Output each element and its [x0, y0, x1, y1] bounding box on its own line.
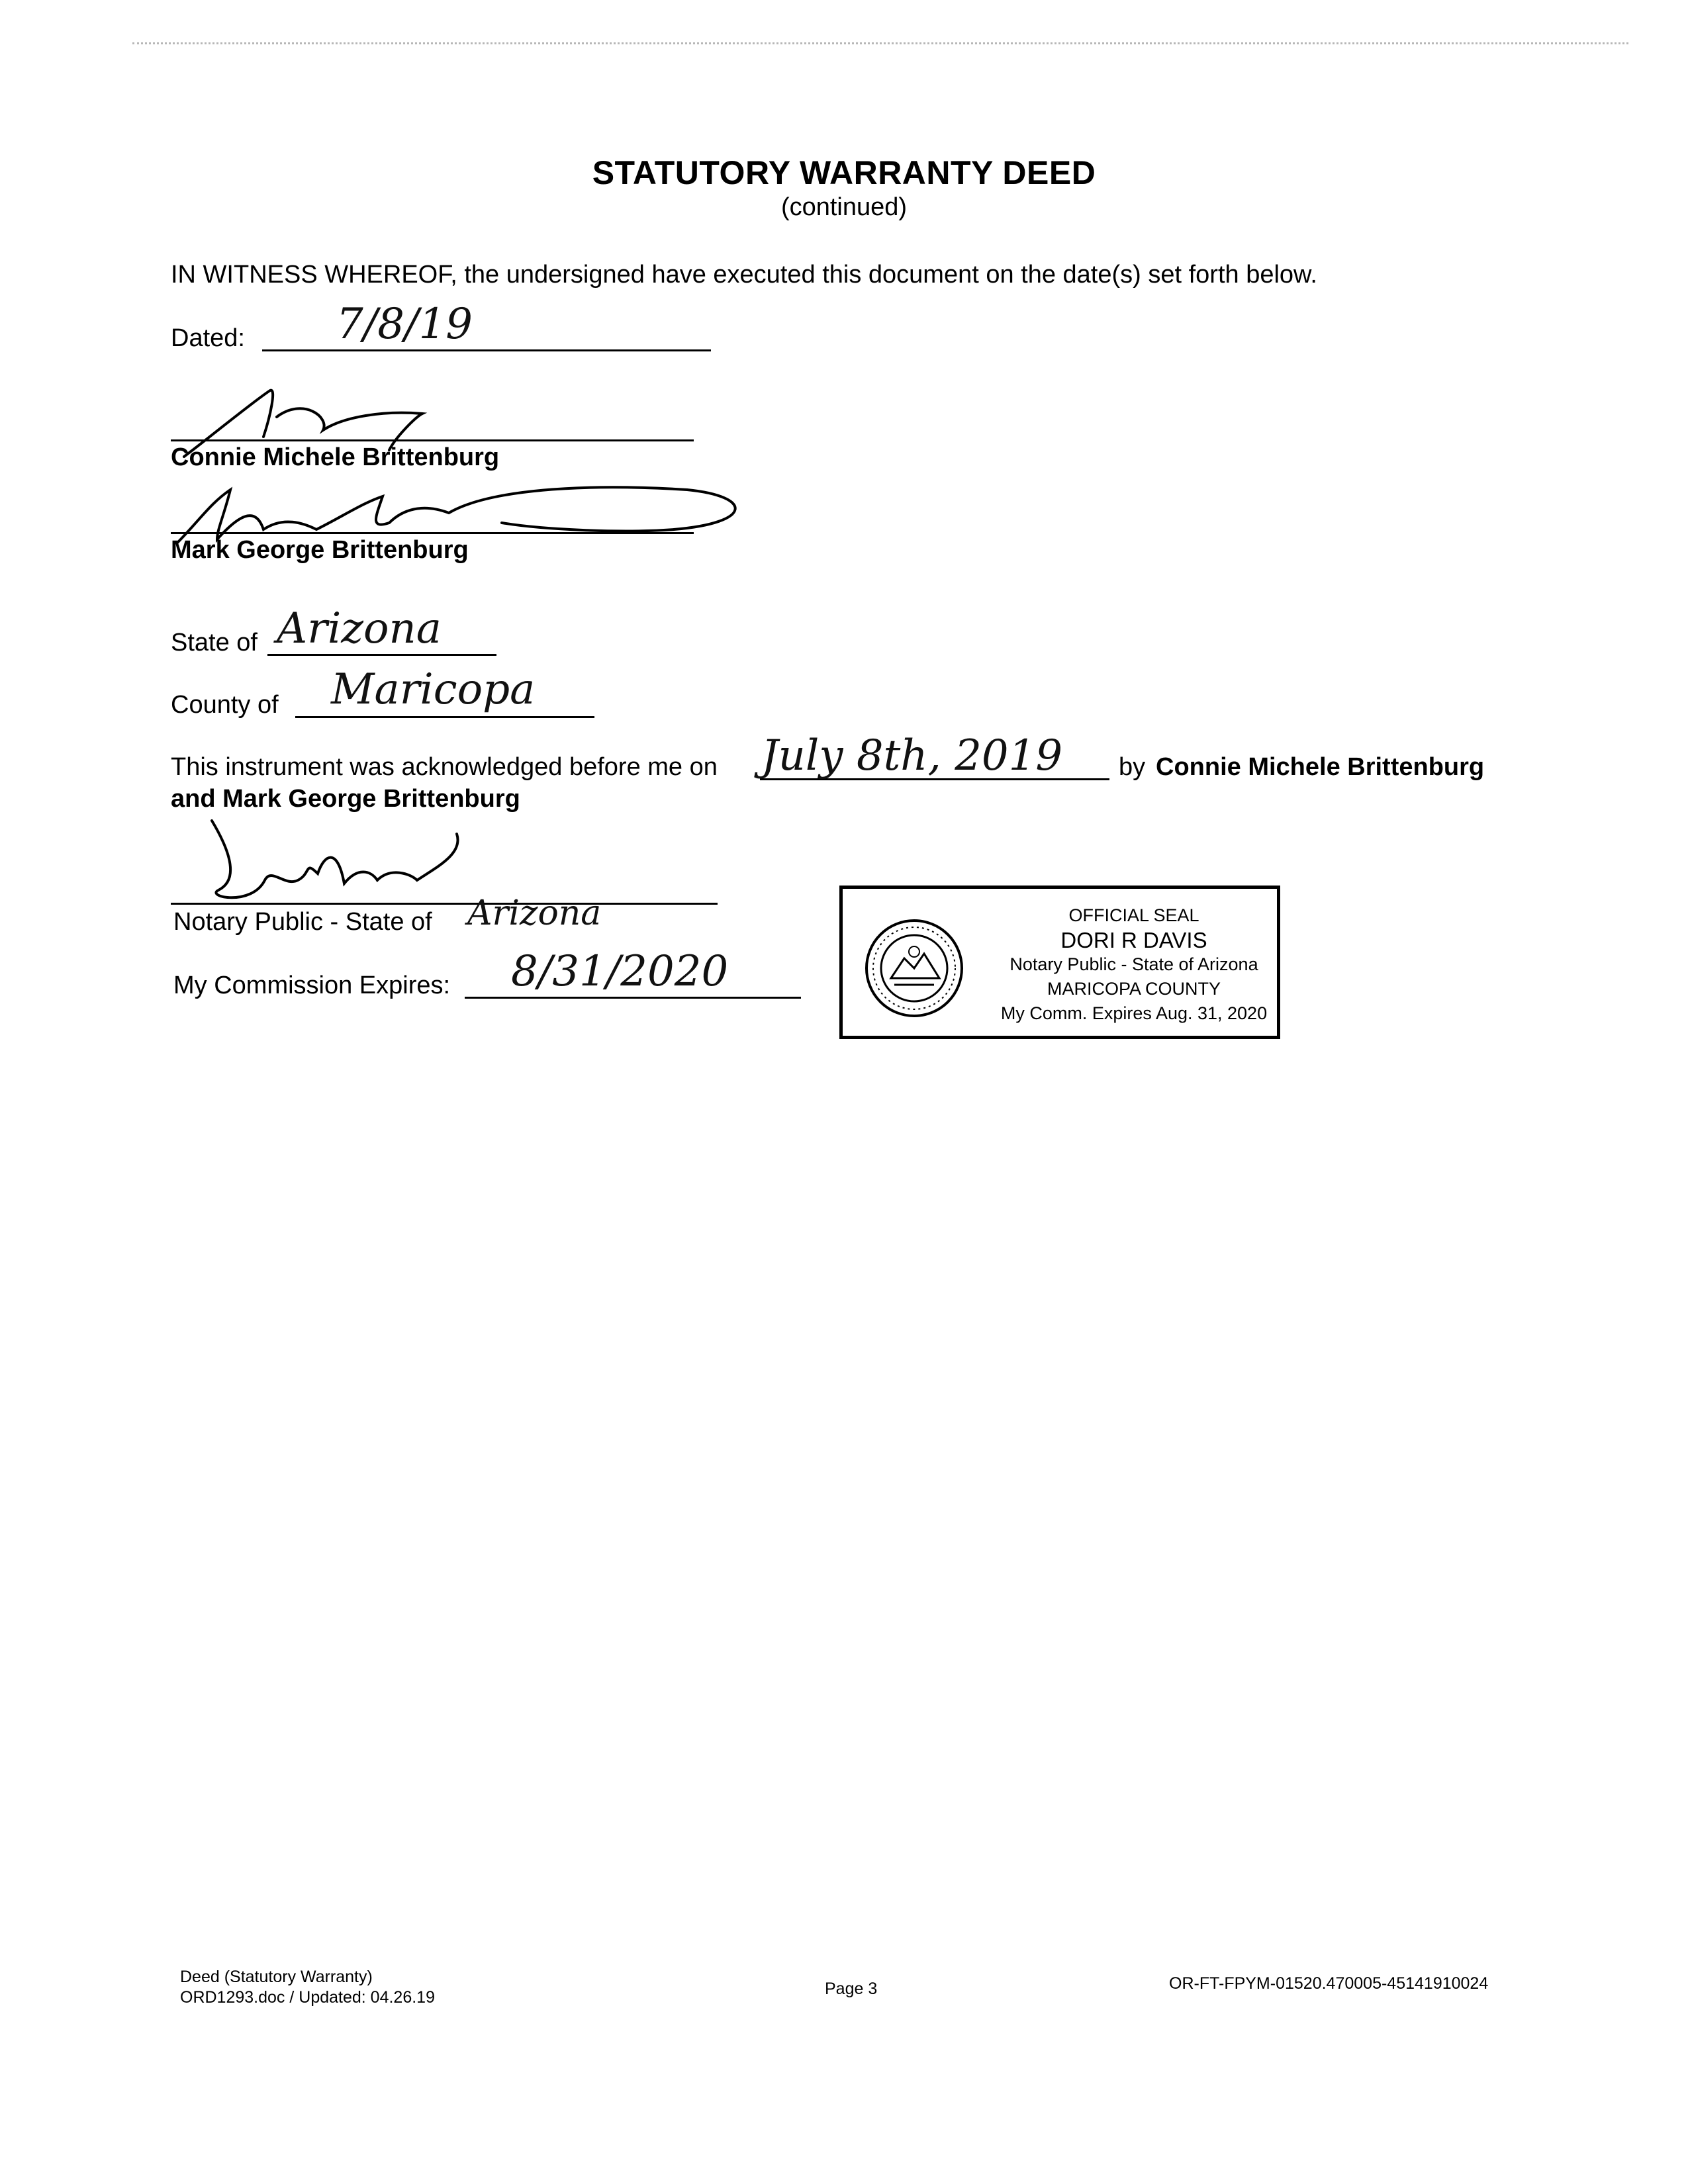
signer-name-mark: Mark George Brittenburg [171, 536, 469, 564]
state-seal-emblem [861, 915, 967, 1021]
seal-line-expires: My Comm. Expires Aug. 31, 2020 [1000, 1003, 1268, 1023]
county-handwritten: Maricopa [331, 665, 536, 714]
seal-line-name: DORI R DAVIS [1060, 928, 1207, 952]
acknowledgment-handwritten-date: July 8th, 2019 [761, 731, 1063, 780]
footer-page-number: Page 3 [825, 1979, 878, 1998]
notary-label: Notary Public - State of [173, 908, 432, 936]
document-title: STATUTORY WARRANTY DEED [592, 154, 1096, 191]
commission-handwritten: 8/31/2020 [511, 947, 729, 996]
acknowledgment-lead: This instrument was acknowledged before me on [171, 753, 718, 781]
commission-line [465, 997, 801, 999]
footer-document-number: OR-FT-FPYM-01520.470005-45141910024 [1169, 1974, 1489, 1993]
signer-name-connie: Connie Michele Brittenburg [171, 443, 500, 471]
dated-line [262, 349, 711, 351]
official-seal [839, 886, 1280, 1039]
notary-handwritten-state: Arizona [467, 893, 602, 933]
witness-clause: IN WITNESS WHEREOF, the undersigned have executed this document on the date(s) set forth below. [171, 261, 1317, 289]
seal-line-notary: Notary Public - State of Arizona [1009, 954, 1258, 974]
seal-line-county: MARICOPA COUNTY [1047, 979, 1221, 999]
scan-artifact-line [132, 42, 1628, 44]
dated-label: Dated: [171, 324, 245, 352]
seal-line-official: OFFICIAL SEAL [1068, 905, 1199, 925]
state-line [267, 654, 496, 656]
document-subtitle: (continued) [780, 193, 908, 221]
footer-form-id: ORD1293.doc / Updated: 04.26.19 [180, 1988, 435, 2007]
footer-form-name: Deed (Statutory Warranty) [180, 1968, 373, 1986]
state-handwritten: Arizona [277, 604, 442, 653]
acknowledgment-names-line1: Connie Michele Brittenburg [1156, 753, 1485, 781]
signature-notary [192, 814, 483, 907]
acknowledgment-by: by [1119, 753, 1146, 781]
state-label: State of [171, 629, 258, 657]
dated-handwritten: 7/8/19 [336, 300, 473, 349]
commission-label: My Commission Expires: [173, 972, 451, 999]
county-line [295, 716, 594, 718]
acknowledgment-names-line2: and Mark George Brittenburg [171, 785, 520, 813]
county-label: County of [171, 691, 279, 719]
